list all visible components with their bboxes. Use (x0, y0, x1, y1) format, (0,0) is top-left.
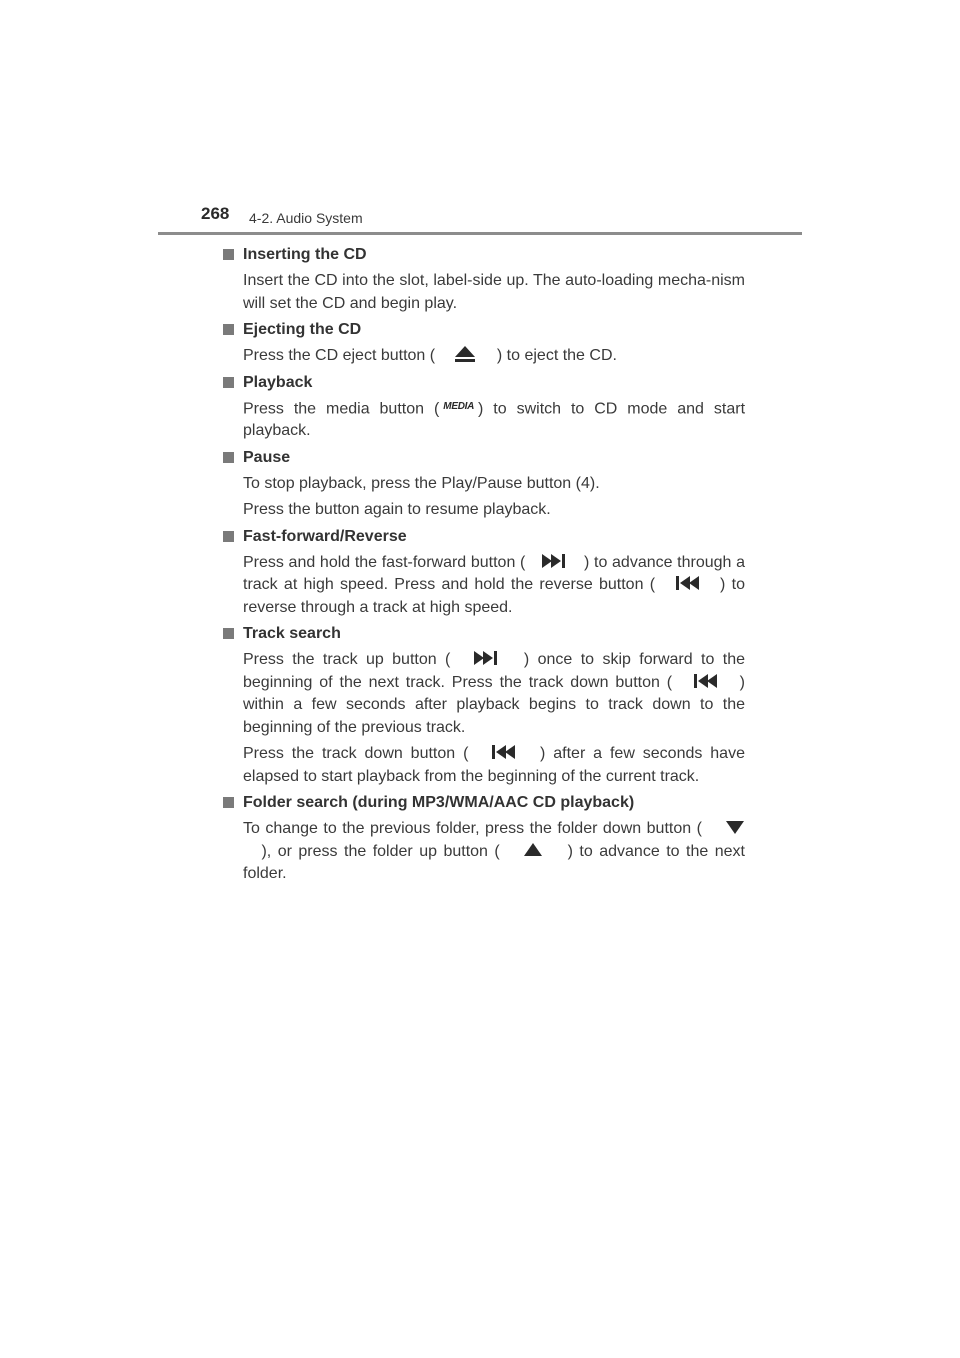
para-pause-1: To stop playback, press the Play/Pause button (4). (243, 474, 600, 492)
heading-bullet-icon (223, 377, 234, 388)
heading-pause: Pause (223, 447, 745, 469)
heading-inserting-cd: Inserting the CD (223, 244, 745, 266)
heading-track-search: Track search (223, 623, 745, 645)
page-content (223, 240, 745, 890)
folder-up-icon (523, 842, 543, 858)
media-button-icon: MEDIA (443, 400, 475, 412)
reverse-icon (692, 673, 718, 689)
heading-bullet-icon (223, 797, 234, 808)
section-title: 4-2. Audio System (249, 210, 363, 226)
page-header (201, 201, 801, 231)
page-number: 268 (201, 204, 230, 223)
para-folder-search: To change to the previous folder, press the folder down button ( ), or press the folder up button ( ) to advance to the next folder. (243, 820, 745, 883)
para-fast-forward-reverse: Press and hold the fast-forward button ( ) to advance through a track at high speed. Press and hold the reverse button ( ) to reverse through a track at high speed. (243, 553, 746, 616)
para-pause-2: Press the button again to resume playback. (243, 501, 551, 519)
para-playback: Press the media button ( MEDIA ) to switch to CD mode and start playback. (223, 398, 745, 443)
para-inserting-cd: Insert the CD into the slot, label-side up. The auto-loading mecha-nism will set the CD and begin play. (243, 272, 745, 312)
fast-forward-icon (473, 650, 499, 666)
folder-down-icon (725, 819, 745, 835)
eject-icon (454, 344, 476, 364)
para-ejecting-cd: Press the CD eject button ( ) to eject the CD. (223, 345, 745, 368)
para-track-search-1: Press the track up button ( ) once to skip forward to the beginning of the next track. Press the track down button ( ) within a few seconds after playback begins to track down to the beginning of the previous track. (243, 651, 745, 736)
header-rule (158, 232, 802, 235)
fast-forward-icon (541, 553, 567, 569)
reverse-icon (674, 575, 700, 591)
heading-bullet-icon (223, 531, 234, 542)
heading-bullet-icon (223, 628, 234, 639)
heading-fast-forward-reverse: Fast-forward/Reverse (223, 526, 745, 548)
heading-bullet-icon (223, 324, 234, 335)
heading-folder-search: Folder search (during MP3/WMA/AAC CD playback) (223, 792, 745, 814)
heading-ejecting-cd: Ejecting the CD (223, 319, 745, 341)
heading-playback: Playback (223, 372, 745, 394)
para-track-search-2: Press the track down button ( ) after a few seconds have elapsed to start playback from the beginning of the current track. (243, 745, 745, 785)
heading-bullet-icon (223, 452, 234, 463)
reverse-icon (490, 744, 516, 760)
heading-bullet-icon (223, 249, 234, 260)
